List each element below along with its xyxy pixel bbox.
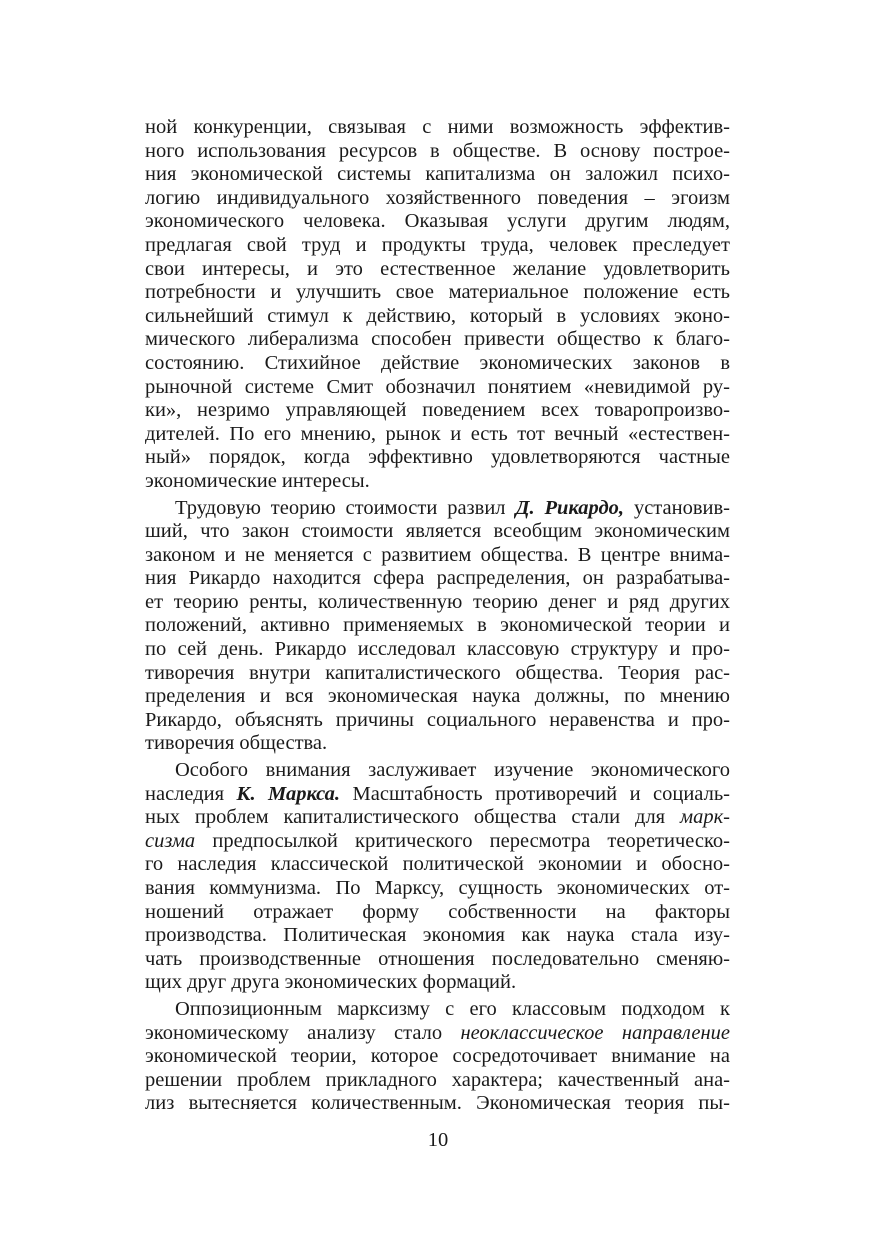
text-line: ки», незримо управляющей поведением всех товаропроизво-: [145, 399, 730, 422]
text-line: тиворечия общества.: [145, 732, 328, 755]
text-line: экономического человека. Оказывая услуги другим людям,: [145, 210, 730, 233]
text-line: тиворечия внутри капиталистического общества. Теория рас-: [145, 661, 730, 684]
text-line: [145, 806, 730, 830]
text-segment: экономическому анализу стало: [145, 1021, 461, 1044]
paragraph: [145, 759, 730, 995]
text-line: лиз вытесняется количественным. Экономическая теория пы-: [145, 1092, 730, 1115]
text-line: потребности и улучшить свое материальное положение есть: [145, 281, 730, 304]
author-name-ricardo: Д. Рикардо,: [515, 496, 625, 519]
text-line: мического либерализма способен привести общество к благо-: [145, 328, 730, 351]
text-line: щих друг друга экономических формаций.: [145, 971, 517, 994]
text-line: ет теорию ренты, количественную теорию денег и ряд других: [145, 590, 730, 613]
italic-term: неоклассическое направление: [460, 1021, 730, 1044]
text-segment: установив-: [624, 496, 730, 519]
text-line: экономические интересы.: [145, 469, 370, 492]
body-text: [145, 116, 730, 1116]
text-line: решении проблем прикладного характера; качественный ана-: [145, 1068, 730, 1091]
author-name-marx: К. Маркса.: [236, 782, 341, 805]
text-line: ший, что закон стоимости является всеобщим экономическим: [145, 520, 730, 543]
page-number: 10: [427, 1129, 449, 1151]
paragraph: [145, 497, 730, 757]
text-line: го наследия классической политической экономии и обосно-: [145, 853, 730, 876]
text-line: вания коммунизма. По Марксу, сущность экономических от-: [145, 877, 730, 899]
text-line: предлагая свой труд и продукты труда, человек преследует: [145, 233, 730, 256]
text-line: производства. Политическая экономия как наука стала изу-: [145, 924, 730, 947]
text-line: ния Рикардо находится сфера распределения, он разрабатыва-: [145, 567, 730, 590]
text-line: ния экономической системы капитализма он заложил психо-: [145, 163, 730, 186]
text-line: Оппозиционным марксизму с его классовым подходом к: [175, 997, 730, 1020]
text-line: сильнейший стимул к действию, который в условиях эконо-: [145, 304, 730, 327]
text-segment: Трудовую теорию стоимости развил: [175, 496, 516, 519]
text-line: [145, 783, 730, 807]
text-line: [145, 830, 730, 854]
paragraph: [145, 998, 730, 1116]
text-line: [145, 1022, 730, 1046]
text-line: по сей день. Рикардо исследовал классовую структуру и про-: [145, 638, 730, 661]
text-segment: предпосылкой критического пересмотра теоретическо-: [195, 829, 730, 852]
text-line: ный» порядок, когда эффективно удовлетворяются частные: [145, 446, 730, 469]
text-line: экономической теории, которое сосредоточивает внимание на: [145, 1045, 730, 1068]
text-line: свои интересы, и это естественное желание удовлетворить: [145, 257, 730, 280]
text-line: законом и не меняется с развитием общества. В центре внима-: [145, 543, 730, 566]
text-segment: Масштабность противоречий и социаль-: [340, 782, 730, 805]
text-segment: ных проблем капиталистического общества стали для: [145, 806, 680, 829]
paragraph: [145, 116, 730, 494]
text-line: пределения и вся экономическая наука должны, по мнению: [145, 685, 730, 708]
text-line: логию индивидуального хозяйственного поведения – эгоизм: [145, 186, 730, 209]
text-line: состоянию. Стихийное действие экономических законов в: [145, 351, 730, 374]
text-segment: наследия: [145, 782, 237, 805]
text-line: Особого внимания заслуживает изучение экономического: [175, 759, 730, 782]
text-line: ного использования ресурсов в обществе. В основу построе-: [145, 139, 730, 162]
italic-term: сизма: [145, 829, 196, 852]
text-line: чать производственные отношения последовательно сменяю-: [145, 947, 730, 970]
text-line: рыночной системе Смит обозначил понятием «невидимой ру-: [145, 375, 730, 398]
text-line: дителей. По его мнению, рынок и есть тот вечный «естествен-: [145, 422, 730, 445]
text-line: ной конкуренции, связывая с ними возможность эффектив-: [145, 116, 730, 138]
text-line: ношений отражает форму собственности на факторы: [145, 900, 730, 923]
italic-term: марк-: [680, 806, 730, 829]
text-line: положений, активно применяемых в экономической теории и: [145, 614, 730, 637]
text-line: Рикардо, объяснять причины социального неравенства и про-: [145, 708, 730, 731]
text-line: [145, 497, 730, 521]
